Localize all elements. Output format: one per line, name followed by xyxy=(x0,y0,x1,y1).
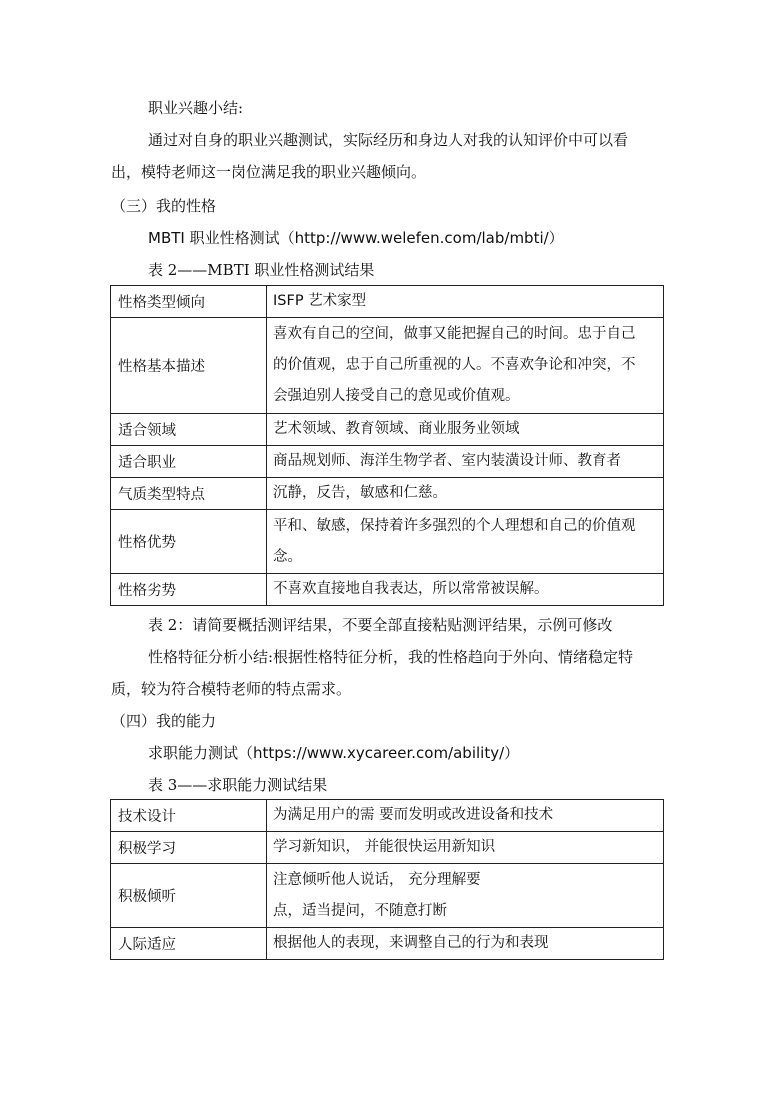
row-value: 不喜欢直接地自我表达，所以常常被误解。 xyxy=(267,574,664,606)
interest-summary-line-2: 出，模特老师这一岗位满足我的职业兴趣倾向。 xyxy=(111,163,427,181)
row-key: 适合职业 xyxy=(111,446,267,478)
row-key: 性格基本描述 xyxy=(111,318,267,414)
row-value: 艺术领域、教育领域、商业服务业领域 xyxy=(267,414,664,446)
mbti-test-line xyxy=(148,228,564,248)
row-value: ISFP 艺术家型 xyxy=(267,286,664,318)
table-row xyxy=(111,800,664,832)
mbti-table-caption: 表 2——MBTI 职业性格测试结果 xyxy=(148,261,375,279)
table-row xyxy=(111,446,664,478)
row-key: 人际适应 xyxy=(111,928,267,960)
ability-result-table xyxy=(110,799,664,960)
table-row xyxy=(111,414,664,446)
personality-section-title: （三）我的性格 xyxy=(111,197,217,215)
row-key: 性格劣势 xyxy=(111,574,267,606)
row-value: 喜欢有自己的空间，做事又能把握自己的时间。忠于自己 的价值观，忠于自己所重视的人。不喜欢争论和冲突，不 会强迫别人接受自己的意见或价值观。 xyxy=(267,318,664,414)
table-row xyxy=(111,318,664,414)
table-row xyxy=(111,928,664,960)
ability-table-caption: 表 3——求职能力测试结果 xyxy=(148,776,328,794)
row-value: 平和、敏感，保持着许多强烈的个人理想和自己的价值观 念。 xyxy=(267,510,664,574)
personality-summary-line-1: 性格特征分析小结:根据性格特征分析，我的性格趋向于外向、情绪稳定特 xyxy=(148,648,634,666)
mbti-test-label: MBTI 职业性格测试 xyxy=(148,229,280,247)
personality-summary-line-2: 质，较为符合模特老师的特点需求。 xyxy=(111,680,352,698)
row-value: 注意倾听他人说话， 充分理解要 点，适当提问，不随意打断 xyxy=(267,864,664,928)
ability-section-title: （四）我的能力 xyxy=(111,712,217,730)
table-row xyxy=(111,286,664,318)
ability-test-line xyxy=(148,743,519,763)
table-row xyxy=(111,832,664,864)
interest-summary-heading: 职业兴趣小结: xyxy=(148,99,244,117)
ability-test-url: （https://www.xycareer.com/ability/） xyxy=(238,744,520,762)
table-row xyxy=(111,478,664,510)
row-value: 根据他人的表现，来调整自己的行为和表现 xyxy=(267,928,664,960)
mbti-result-table xyxy=(110,285,664,606)
row-value: 沉静，反告，敏感和仁慈。 xyxy=(267,478,664,510)
row-key: 性格优势 xyxy=(111,510,267,574)
table-row xyxy=(111,510,664,574)
row-key: 气质类型特点 xyxy=(111,478,267,510)
row-value: 为满足用户的需 要而发明或改进设备和技术 xyxy=(267,800,664,832)
interest-summary-line-1: 通过对自身的职业兴趣测试，实际经历和身边人对我的认知评价中可以看 xyxy=(148,131,629,149)
row-key: 适合领域 xyxy=(111,414,267,446)
table-row xyxy=(111,574,664,606)
row-value: 学习新知识， 并能很快运用新知识 xyxy=(267,832,664,864)
row-key: 技术设计 xyxy=(111,800,267,832)
mbti-test-url: （http://www.welefen.com/lab/mbti/） xyxy=(279,229,564,247)
row-key: 积极学习 xyxy=(111,832,267,864)
row-value: 商品规划师、海洋生物学者、室内装潢设计师、教育者 xyxy=(267,446,664,478)
row-key: 积极倾听 xyxy=(111,864,267,928)
table-row xyxy=(111,864,664,928)
ability-test-label: 求职能力测试 xyxy=(148,744,239,762)
row-key: 性格类型倾向 xyxy=(111,286,267,318)
mbti-table-note: 表 2：请简要概括测评结果，不要全部直接粘贴测评结果，示例可修改 xyxy=(148,616,613,634)
